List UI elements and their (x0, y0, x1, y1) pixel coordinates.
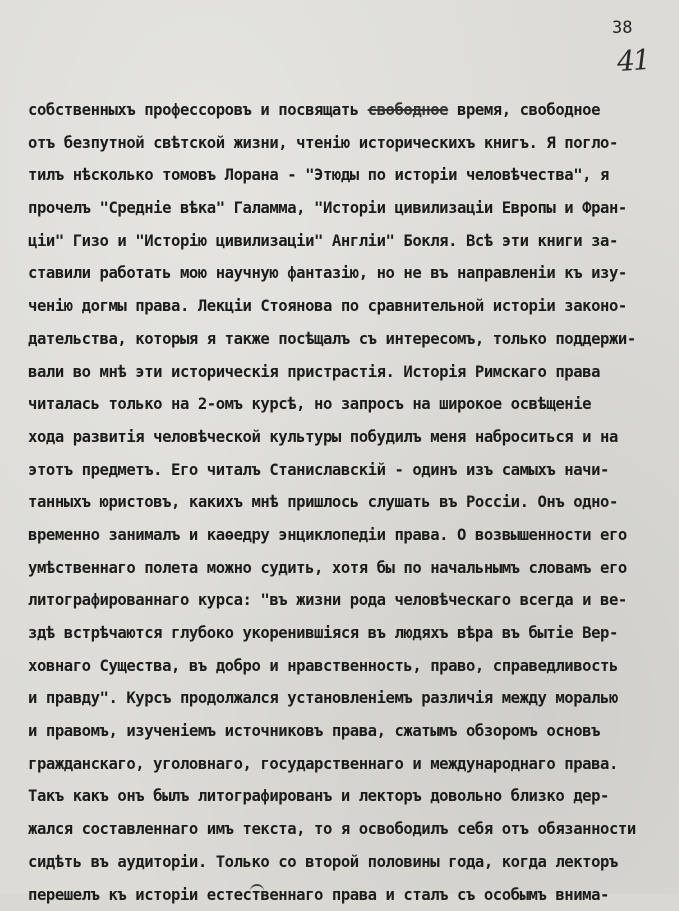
text-line-14: временно занималъ и каѳедру энциклопедiи права. О возвышенности его (28, 519, 678, 552)
text-line-7: ченiю догмы права. Лекцiи Стоянова по сравнительной исторiи законо- (28, 290, 678, 323)
text-line-15: умѣственнаго полета можно судить, хотя бы по начальнымъ словамъ его (28, 552, 678, 585)
text-line-6: ставили работать мою научную фантазiю, но не въ направленiи къ изу- (28, 257, 678, 290)
typewritten-text-body (28, 94, 678, 911)
text-segment: собственныхъ профессоровъ и посвящать (28, 101, 368, 119)
page-number: 38 (612, 18, 632, 38)
text-line-18: ховнаго Существа, въ добро и нравственность, право, справедливость (28, 650, 678, 683)
text-line-23: жался составленнаго имъ текста, то я освободилъ себя отъ обязанности (28, 813, 678, 846)
handwritten-archive-number: 41 (616, 43, 650, 78)
text-line-10: читалась только на 2-омъ курсѣ, но запросъ на широкое освѣщенiе (28, 388, 678, 421)
text-line-9: вали во мнѣ эти историческiя пристрастiя. Исторiя Римскаго права (28, 356, 678, 389)
text-line-3: тилъ нѣсколько томовъ Лорана - "Этюды по исторiи человѣчества", я (28, 159, 678, 192)
text-line-12: этотъ предметъ. Его читалъ Станиславскiй - одинъ изъ самыхъ начи- (28, 454, 678, 487)
text-line-21: гражданскаго, уголовнаго, государственнаго и международнаго права. (28, 748, 678, 781)
text-line-4: прочелъ "Среднiе вѣка" Галамма, "Исторiи цивилизацiи Европы и Фран- (28, 192, 678, 225)
text-line-17: здѣ встрѣчаются глубоко укоренившiяся въ людяхъ вѣра въ бытiе Вер- (28, 617, 678, 650)
text-line-1 (28, 94, 678, 127)
text-line-22: Такъ какъ онъ былъ литографированъ и лекторъ довольно близко дер- (28, 780, 678, 813)
text-line-11: хода развитiя человѣческой культуры побудилъ меня наброситься и на (28, 421, 678, 454)
text-line-19: и правду". Курсъ продолжался установленiемъ различiя между моралью (28, 682, 678, 715)
text-line-5: цiи" Гизо и "Исторiю цивилизацiи" Англiи" Бокля. Всѣ эти книги за- (28, 225, 678, 258)
text-line-24: сидѣть въ аудиторiи. Только со второй половины года, когда лекторъ (28, 846, 678, 879)
text-line-13: танныхъ юристовъ, какихъ мнѣ пришлось слушать въ Россiи. Онъ одно- (28, 486, 678, 519)
handwritten-mark (250, 884, 264, 894)
text-line-2: отъ безпутной свѣтской жизни, чтенiю историческихъ книгъ. Я погло- (28, 127, 678, 160)
struck-through-word: свободное (368, 101, 448, 119)
text-segment: время, свободное (448, 101, 600, 119)
text-line-16: литографированнаго курса: "въ жизни рода человѣческаго всегда и ве- (28, 584, 678, 617)
text-line-8: дательства, которыя я также посѣщалъ съ интересомъ, только поддержи- (28, 323, 678, 356)
text-line-20: и правомъ, изученiемъ источниковъ права, сжатымъ обзоромъ основъ (28, 715, 678, 748)
text-line-25: перешелъ къ исторiи естественнаго права и сталъ съ особымъ внима- (28, 879, 678, 911)
